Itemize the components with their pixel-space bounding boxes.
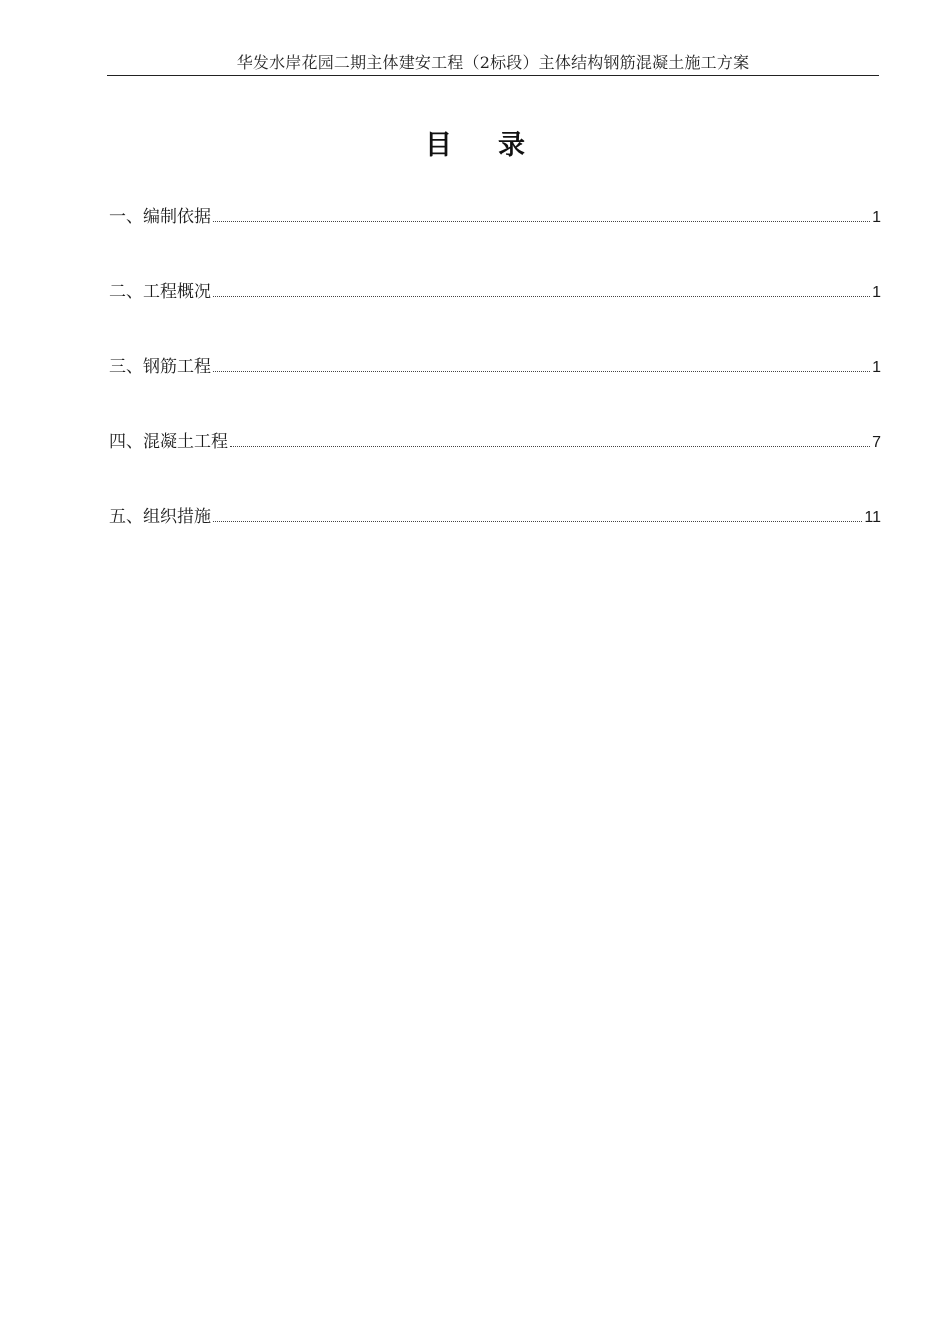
toc-entry-page: 11 [864, 509, 881, 526]
toc-entry-rebar[interactable] [109, 353, 881, 381]
toc-entry-basis[interactable] [109, 203, 881, 231]
toc-entry-organization[interactable] [109, 503, 881, 531]
toc-entry-page: 7 [872, 434, 881, 451]
toc-entry-page: 1 [872, 284, 881, 301]
toc-dot-leader [213, 217, 870, 222]
header-divider [107, 75, 879, 76]
toc-title-char-2: 录 [498, 130, 525, 161]
toc-entry-page: 1 [872, 209, 881, 226]
toc-entry-label: 三、钢筋工程 [109, 357, 211, 377]
toc-dot-leader [213, 292, 870, 297]
toc-entry-overview[interactable] [109, 278, 881, 306]
toc-dot-leader [213, 517, 862, 522]
toc-entry-label: 五、组织措施 [109, 507, 211, 527]
page-header: 华发水岸花园二期主体建安工程（2标段）主体结构钢筋混凝土施工方案 [236, 53, 750, 72]
toc-entry-label: 二、工程概况 [109, 282, 211, 302]
toc-title [0, 128, 950, 164]
toc-entry-label: 一、编制依据 [109, 207, 211, 227]
toc-title-char-1: 目 [425, 130, 452, 161]
toc-entry-label: 四、混凝土工程 [109, 432, 228, 452]
toc-entry-concrete[interactable] [109, 428, 881, 456]
toc-dot-leader [213, 367, 870, 372]
toc-dot-leader [230, 442, 870, 447]
toc-list [109, 203, 881, 578]
toc-entry-page: 1 [872, 359, 881, 376]
